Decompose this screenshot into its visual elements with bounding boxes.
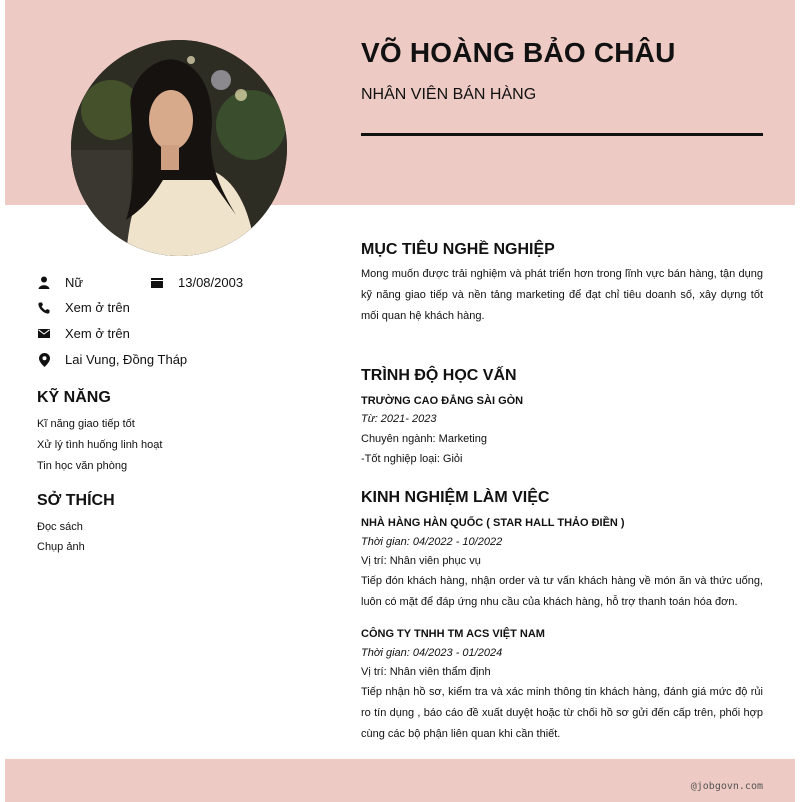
location-pin-icon xyxy=(37,353,51,367)
job-position: Vị trí: Nhân viên thẩm định xyxy=(361,666,491,678)
profile-photo xyxy=(71,40,287,256)
objective-heading: MỤC TIÊU NGHỀ NGHIỆP xyxy=(361,241,555,258)
job-period: Thời gian: 04/2023 - 01/2024 xyxy=(361,647,503,659)
title-divider xyxy=(361,133,763,136)
phone-icon xyxy=(37,301,51,315)
job-period: Thời gian: 04/2022 - 10/2022 xyxy=(361,536,503,548)
mail-icon xyxy=(37,327,51,341)
experience-heading: KINH NGHIỆM LÀM VIỆC xyxy=(361,489,550,506)
birthdate-row xyxy=(150,275,243,290)
job-company: CÔNG TY TNHH TM ACS VIỆT NAM xyxy=(361,628,545,640)
footer-band xyxy=(5,759,795,802)
job-company: NHÀ HÀNG HÀN QUỐC ( STAR HALL THẢO ĐIỀN ) xyxy=(361,517,625,529)
address-row xyxy=(37,352,187,367)
skills-heading: KỸ NĂNG xyxy=(37,389,111,406)
hobby-item: Đọc sách xyxy=(37,521,83,533)
user-icon xyxy=(37,276,51,290)
education-major: Chuyên ngành: Marketing xyxy=(361,433,487,445)
watermark-text: @jobgovn.com xyxy=(690,781,763,792)
address-value: Lai Vung, Đồng Tháp xyxy=(65,352,188,367)
email-row xyxy=(37,326,130,341)
education-grade: -Tốt nghiệp loại: Giỏi xyxy=(361,453,463,465)
job-description: Tiếp đón khách hàng, nhận order và tư vấn khách hàng về món ăn và thức uống, luôn có mặt để đáp ứng nhu cầu của khách hàng, hỗ trợ thanh toán hóa đơn. xyxy=(361,575,763,608)
skill-item: Tin học văn phòng xyxy=(37,460,128,472)
gender-row xyxy=(37,275,83,290)
gender-value: Nữ xyxy=(65,275,84,290)
job-description: Tiếp nhận hồ sơ, kiểm tra và xác minh thông tin khách hàng, đánh giá mức độ rủi ro tín dụng , báo cáo đề xuất duyệt hoặc từ chối hồ sơ gửi đến cấp trên, phối hợp cùng các bộ phận liên quan khi cần thiết. xyxy=(361,686,763,740)
objective-text: Mong muốn được trải nghiệm và phát triển hơn trong lĩnh vực bán hàng, tận dụng kỹ năng giao tiếp và nền tảng marketing để đạt chỉ tiêu doanh số, xây dựng tốt mối quan hệ khách hàng. xyxy=(361,268,763,322)
skill-item: Kĩ năng giao tiếp tốt xyxy=(37,418,135,430)
email-value: Xem ở trên xyxy=(65,326,130,341)
education-period: Từ: 2021- 2023 xyxy=(361,413,437,425)
phone-value: Xem ở trên xyxy=(65,300,130,315)
hobbies-heading: SỞ THÍCH xyxy=(37,492,115,509)
school-name: TRƯỜNG CAO ĐẲNG SÀI GÒN xyxy=(361,395,524,407)
candidate-name: VÕ HOÀNG BẢO CHÂU xyxy=(361,37,676,68)
skill-item: Xử lý tình huống linh hoạt xyxy=(37,439,163,451)
job-title: NHÂN VIÊN BÁN HÀNG xyxy=(361,86,537,103)
calendar-icon xyxy=(150,276,164,290)
birthdate-value: 13/08/2003 xyxy=(178,275,244,290)
education-heading: TRÌNH ĐỘ HỌC VẤN xyxy=(361,367,517,384)
phone-row xyxy=(37,300,130,315)
hobby-item: Chụp ảnh xyxy=(37,541,85,553)
job-position: Vị trí: Nhân viên phục vụ xyxy=(361,555,481,567)
